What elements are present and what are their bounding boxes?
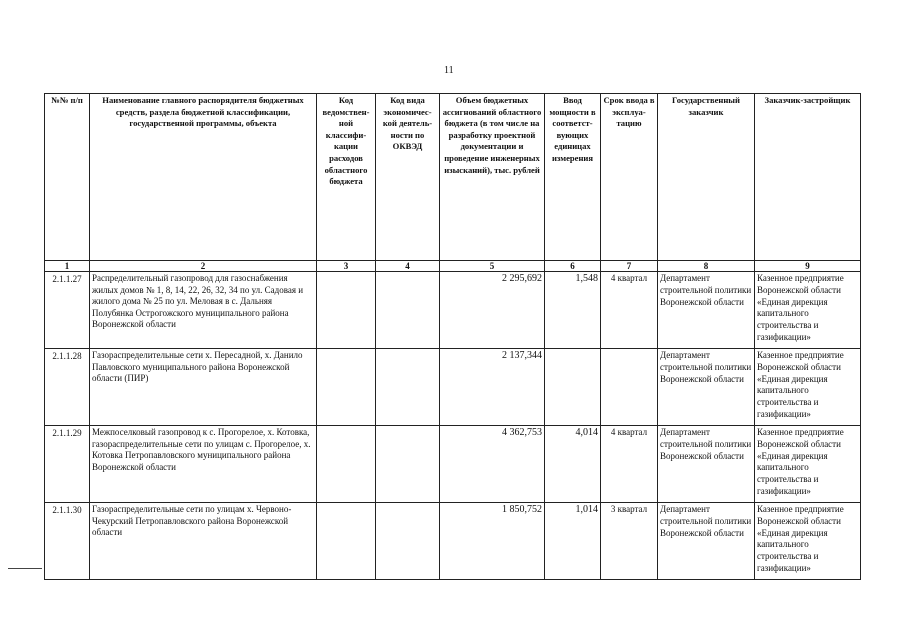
dept-code-cell bbox=[317, 349, 376, 426]
commission-term bbox=[601, 349, 658, 426]
customer-developer: Казенное предприятие Воронежской области «Единая дирекция капитального строительства и газификации» bbox=[755, 349, 861, 426]
dept-code-cell bbox=[317, 503, 376, 580]
row-number: 2.1.1.27 bbox=[45, 272, 90, 349]
column-numbers-row bbox=[45, 261, 861, 272]
capacity-value: 4,014 bbox=[545, 426, 601, 503]
capacity-value: 1,548 bbox=[545, 272, 601, 349]
header-activity-code: Код вида экономичес-кой деятель-ности по ОКВЭД bbox=[376, 94, 440, 261]
commission-term: 4 квартал bbox=[601, 272, 658, 349]
object-name: Распределительный газопровод для газоснабжения жилых домов № 1, 8, 14, 22, 26, 32, 34 по ул. Садовая и жилого дома № 25 по ул. Меловая в с. Дальняя Полубянка Острогожского муниципального района Воронежской области bbox=[90, 272, 317, 349]
state-customer: Департамент строительной политики Воронежской области bbox=[658, 272, 755, 349]
activity-code-cell bbox=[376, 503, 440, 580]
header-dept-code: Код ведомствен-ной классифи-кации расходов областного бюджета bbox=[317, 94, 376, 261]
header-capacity: Ввод мощности в соответст-вующих единицах измерения bbox=[545, 94, 601, 261]
header-amount: Объем бюджетных ассигнований областного бюджета (в том числе на разработку проектной документации и проведение инженерных изысканий), тыс. рублей bbox=[440, 94, 545, 261]
table-row bbox=[45, 272, 861, 349]
activity-code-cell bbox=[376, 272, 440, 349]
object-name: Газораспределительные сети по улицам х. Червоно-Чекурский Петропавловского района Воронежской области bbox=[90, 503, 317, 580]
column-number: 3 bbox=[317, 261, 376, 272]
commission-term: 3 квартал bbox=[601, 503, 658, 580]
activity-code-cell bbox=[376, 349, 440, 426]
column-number: 1 bbox=[45, 261, 90, 272]
column-number: 7 bbox=[601, 261, 658, 272]
activity-code-cell bbox=[376, 426, 440, 503]
header-num: №№ п/п bbox=[45, 94, 90, 261]
table-row bbox=[45, 426, 861, 503]
column-number: 2 bbox=[90, 261, 317, 272]
column-number: 8 bbox=[658, 261, 755, 272]
column-number: 5 bbox=[440, 261, 545, 272]
dept-code-cell bbox=[317, 272, 376, 349]
budget-amount: 2 137,344 bbox=[440, 349, 545, 426]
customer-developer: Казенное предприятие Воронежской области «Единая дирекция капитального строительства и газификации» bbox=[755, 272, 861, 349]
header-name: Наименование главного распорядителя бюджетных средств, раздела бюджетной классификации, государственной программы, объекта bbox=[90, 94, 317, 261]
header-row bbox=[45, 94, 861, 261]
column-number: 6 bbox=[545, 261, 601, 272]
state-customer: Департамент строительной политики Воронежской области bbox=[658, 503, 755, 580]
capacity-value bbox=[545, 349, 601, 426]
budget-allocation-table bbox=[44, 93, 861, 580]
page-number: 11 bbox=[444, 65, 454, 76]
margin-mark bbox=[8, 568, 42, 569]
dept-code-cell bbox=[317, 426, 376, 503]
table-row bbox=[45, 503, 861, 580]
customer-developer: Казенное предприятие Воронежской области «Единая дирекция капитального строительства и газификации» bbox=[755, 426, 861, 503]
state-customer: Департамент строительной политики Воронежской области bbox=[658, 426, 755, 503]
header-commission: Срок ввода в эксплуа-тацию bbox=[601, 94, 658, 261]
capacity-value: 1,014 bbox=[545, 503, 601, 580]
header-developer: Заказчик-застройщик bbox=[755, 94, 861, 261]
row-number: 2.1.1.28 bbox=[45, 349, 90, 426]
column-number: 4 bbox=[376, 261, 440, 272]
object-name: Межпоселковый газопровод к с. Прогорелое, х. Котовка, газораспределительные сети по улицам с. Прогорелое, х. Котовка Петропавловского муниципального района Воронежской области bbox=[90, 426, 317, 503]
column-number: 9 bbox=[755, 261, 861, 272]
table-row bbox=[45, 349, 861, 426]
budget-amount: 4 362,753 bbox=[440, 426, 545, 503]
commission-term: 4 квартал bbox=[601, 426, 658, 503]
object-name: Газораспределительные сети х. Пересадной, х. Данило Павловского муниципального района Воронежской области (ПИР) bbox=[90, 349, 317, 426]
budget-amount: 1 850,752 bbox=[440, 503, 545, 580]
state-customer: Департамент строительной политики Воронежской области bbox=[658, 349, 755, 426]
budget-amount: 2 295,692 bbox=[440, 272, 545, 349]
row-number: 2.1.1.29 bbox=[45, 426, 90, 503]
customer-developer: Казенное предприятие Воронежской области «Единая дирекция капитального строительства и газификации» bbox=[755, 503, 861, 580]
row-number: 2.1.1.30 bbox=[45, 503, 90, 580]
header-customer: Государственный заказчик bbox=[658, 94, 755, 261]
